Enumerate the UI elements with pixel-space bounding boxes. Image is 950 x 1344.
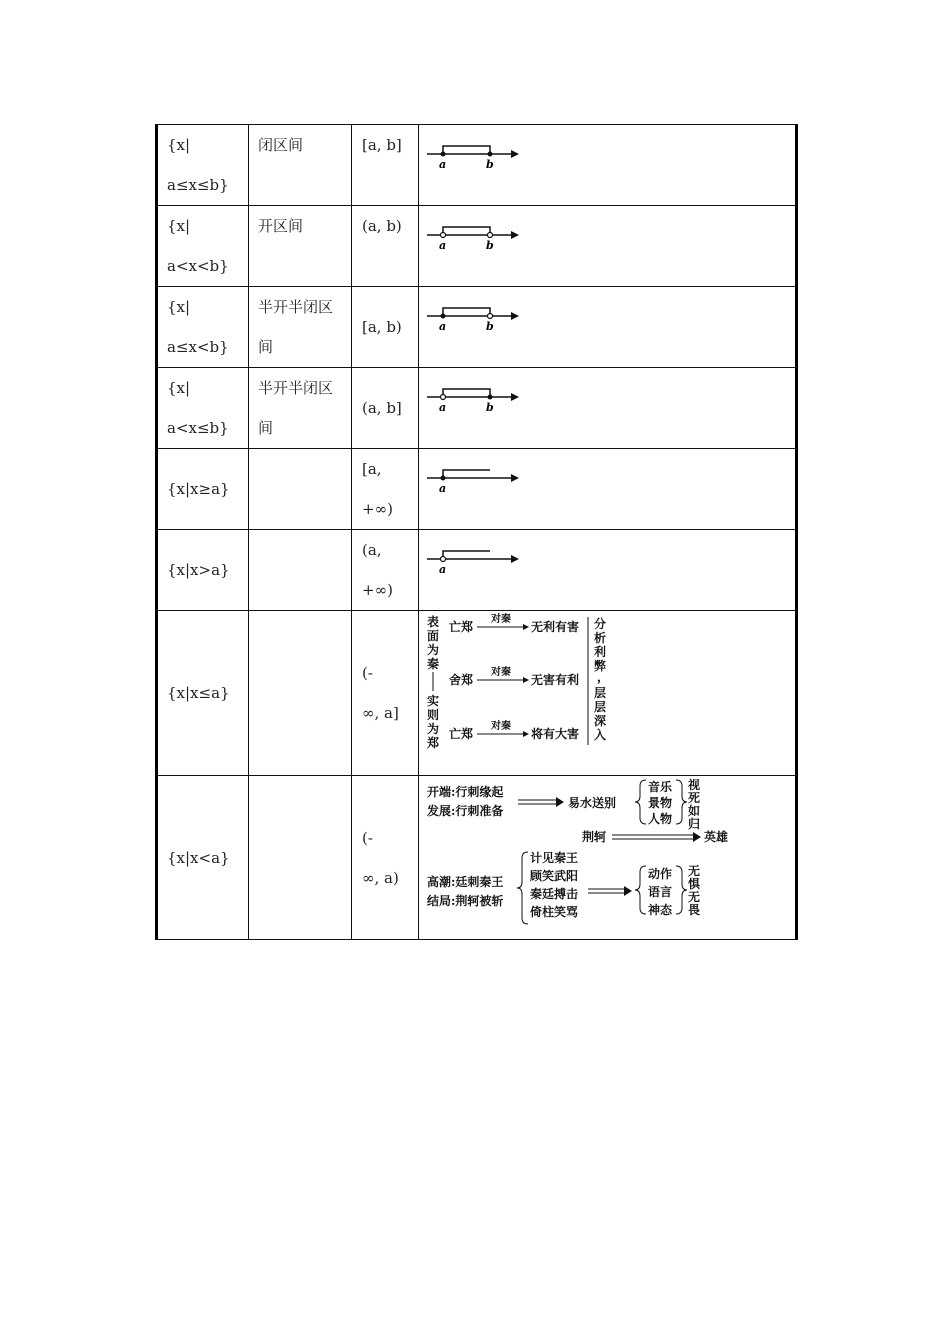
- svg-text:归: 归: [688, 817, 701, 831]
- svg-text:面: 面: [427, 629, 440, 643]
- svg-text:分: 分: [594, 617, 607, 631]
- svg-text:秦: 秦: [427, 657, 440, 671]
- svg-text:无: 无: [688, 864, 701, 878]
- set-notation: {x|x≥a}: [167, 480, 230, 498]
- svg-text:神态: 神态: [648, 903, 673, 917]
- svg-text:郑: 郑: [427, 736, 440, 750]
- point-b-label: b: [486, 401, 494, 414]
- interval-notation: [a, b): [362, 318, 402, 336]
- svg-text:倚柱笑骂: 倚柱笑骂: [530, 905, 579, 919]
- svg-text:对秦: 对秦: [491, 721, 511, 732]
- interval-notation: (a, +∞): [362, 541, 393, 599]
- set-notation: {x| a≤x<b}: [167, 298, 229, 356]
- interval-notation: [a, b]: [362, 136, 402, 154]
- svg-text:高潮:廷刺秦王: 高潮:廷刺秦王: [427, 875, 504, 889]
- svg-text:视: 视: [688, 778, 701, 792]
- table-row: [157, 287, 797, 368]
- svg-text:层: 层: [594, 686, 607, 700]
- number-line-figure: [419, 530, 539, 590]
- point-a-label: a: [439, 563, 447, 576]
- svg-text:惧: 惧: [688, 877, 701, 891]
- number-line-figure: [419, 125, 539, 185]
- svg-text:计见秦王: 计见秦王: [530, 851, 579, 865]
- svg-text:舍郑: 舍郑: [449, 673, 474, 687]
- interval-name: 闭区间: [258, 136, 304, 154]
- point-a-label: a: [439, 158, 447, 171]
- svg-text:结局:荆轲被斩: 结局:荆轲被斩: [427, 894, 504, 908]
- svg-text:景物: 景物: [648, 796, 673, 810]
- interval-notation: (- ∞, a): [362, 828, 399, 887]
- svg-text:入: 入: [594, 728, 607, 742]
- svg-text:深: 深: [594, 714, 607, 728]
- svg-text:对秦: 对秦: [491, 614, 511, 625]
- table-row: [157, 530, 797, 611]
- svg-text:则: 则: [427, 708, 440, 722]
- svg-text:动作: 动作: [648, 867, 673, 881]
- svg-text:顾笑武阳: 顾笑武阳: [530, 869, 579, 883]
- svg-text:实: 实: [427, 694, 440, 708]
- svg-text:人物: 人物: [648, 812, 673, 826]
- interval-notation: (a, b): [362, 217, 402, 235]
- svg-text:将有大害: 将有大害: [531, 727, 580, 741]
- svg-text:开端:行刺缘起: 开端:行刺缘起: [427, 785, 504, 799]
- table-row: [157, 776, 797, 940]
- zhuzhiwu-structure-diagram: [419, 611, 795, 775]
- set-notation: {x|x>a}: [167, 561, 230, 579]
- svg-text:无利有害: 无利有害: [531, 620, 580, 634]
- point-a-label: a: [439, 239, 447, 252]
- number-line-figure: [419, 287, 539, 347]
- set-notation: {x| a≤x≤b}: [167, 136, 229, 194]
- interval-notation: (a, b]: [362, 399, 402, 417]
- point-b-label: b: [486, 239, 494, 252]
- table-row: [157, 449, 797, 530]
- point-b-label: b: [486, 158, 494, 171]
- svg-text:为: 为: [427, 643, 440, 657]
- svg-text:对秦: 对秦: [491, 667, 511, 678]
- svg-text:如: 如: [688, 804, 701, 818]
- svg-text:表: 表: [427, 615, 440, 629]
- point-b-label: b: [486, 320, 494, 333]
- table-row: [157, 206, 797, 287]
- svg-text:发展:行刺准备: 发展:行刺准备: [427, 804, 504, 818]
- svg-text:畏: 畏: [688, 903, 701, 917]
- svg-text:音乐: 音乐: [648, 780, 673, 794]
- svg-text:易水送别: 易水送别: [568, 796, 617, 810]
- number-line-figure: [419, 368, 539, 428]
- svg-text:，: ，: [597, 670, 610, 684]
- svg-text:析: 析: [594, 631, 607, 645]
- set-notation: {x| a<x<b}: [167, 217, 229, 275]
- svg-text:利: 利: [594, 645, 607, 659]
- svg-text:无害有利: 无害有利: [531, 673, 580, 687]
- number-line-figure: [419, 449, 539, 509]
- interval-name: 半开半闭区 间: [258, 379, 334, 437]
- svg-text:秦廷搏击: 秦廷搏击: [530, 887, 579, 901]
- interval-notation: (- ∞, a]: [362, 664, 399, 722]
- set-notation: {x|x<a}: [167, 848, 230, 867]
- interval-notation: [a, +∞): [362, 460, 393, 518]
- svg-text:亡郑: 亡郑: [449, 620, 474, 634]
- svg-text:语言: 语言: [648, 885, 673, 899]
- point-a-label: a: [439, 482, 447, 495]
- svg-text:弊: 弊: [594, 659, 607, 673]
- table-row: [157, 125, 797, 206]
- interval-name: 半开半闭区 间: [258, 298, 334, 356]
- point-a-label: a: [439, 320, 447, 333]
- svg-text:死: 死: [688, 791, 701, 805]
- set-notation: {x| a<x≤b}: [167, 379, 229, 437]
- svg-text:为: 为: [427, 722, 440, 736]
- svg-text:无: 无: [688, 890, 701, 904]
- svg-text:荆轲: 荆轲: [582, 830, 607, 844]
- point-a-label: a: [439, 401, 447, 414]
- jingke-structure-diagram: [419, 776, 795, 939]
- table-row: [157, 611, 797, 776]
- table-row: [157, 368, 797, 449]
- interval-table: [155, 124, 798, 940]
- number-line-figure: [419, 206, 539, 266]
- set-notation: {x|x≤a}: [167, 684, 230, 702]
- interval-name: 开区间: [258, 217, 304, 235]
- svg-text:英雄: 英雄: [704, 830, 729, 844]
- svg-text:层: 层: [594, 700, 607, 714]
- svg-text:亡郑: 亡郑: [449, 727, 474, 741]
